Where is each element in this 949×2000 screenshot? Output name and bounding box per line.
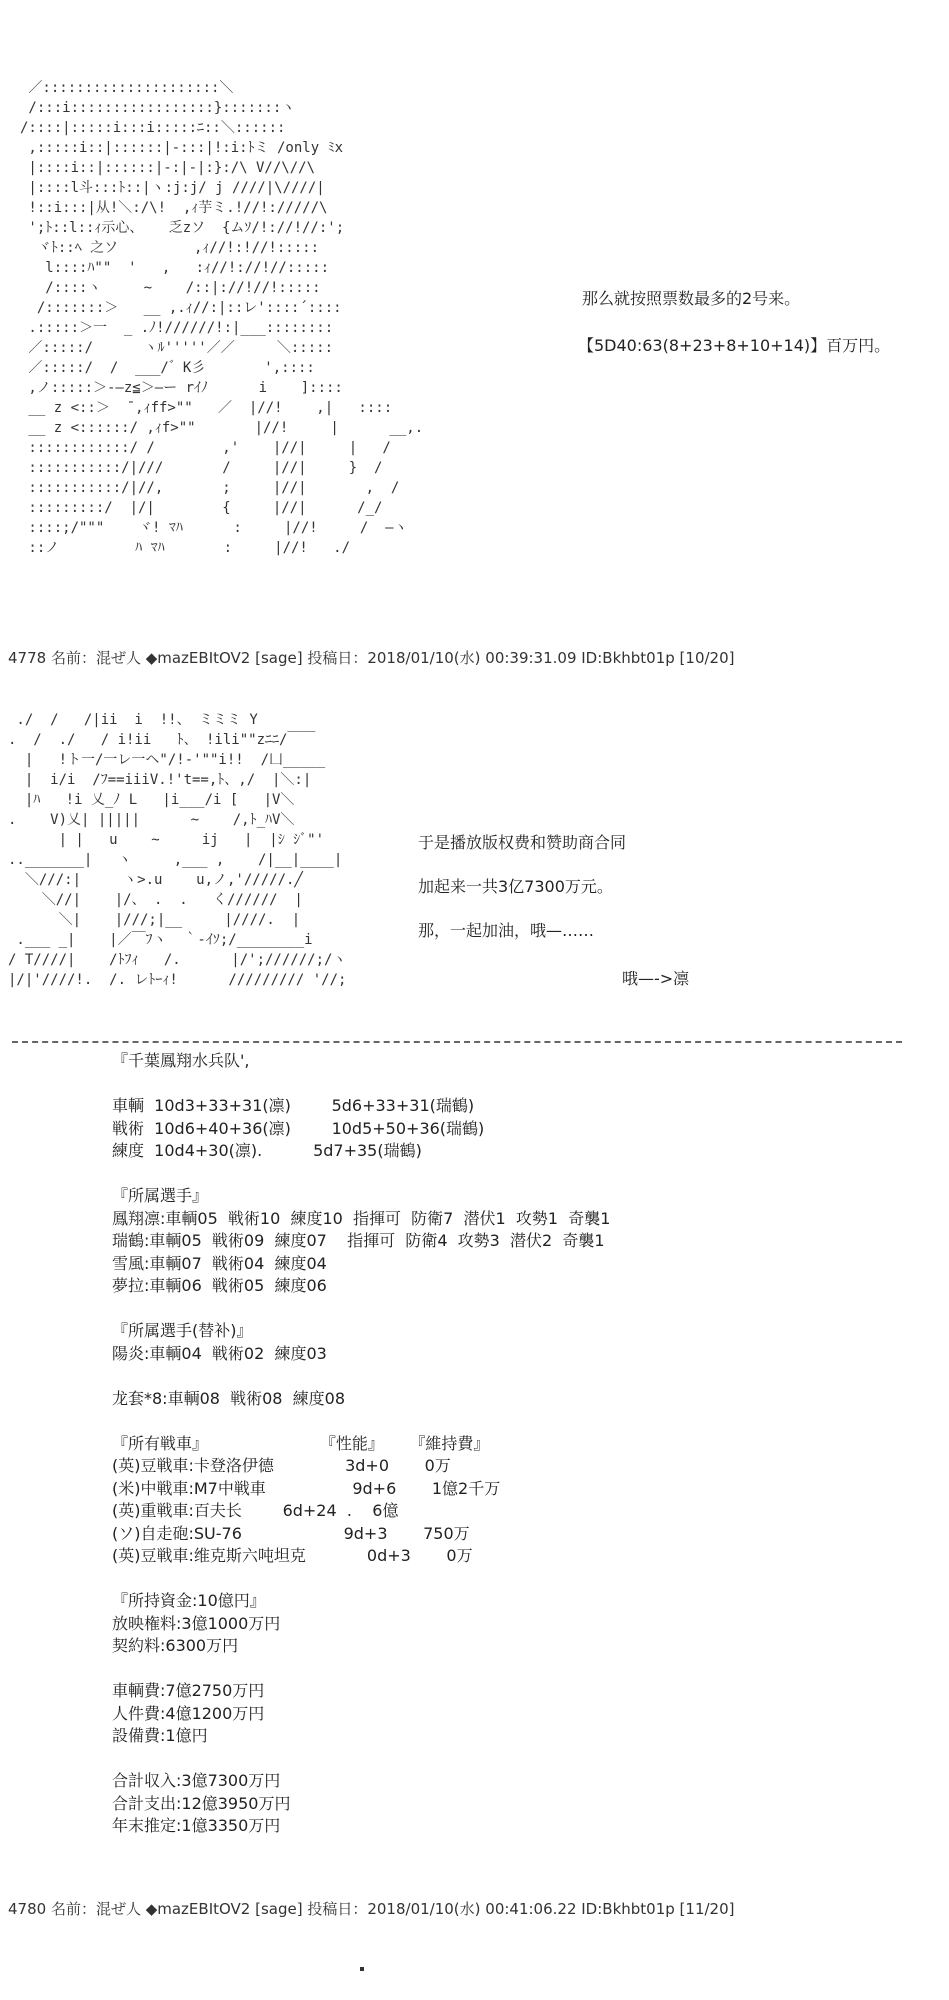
sheet-line: 車輌 10d3+33+31(凛) 5d6+33+31(瑞鶴) xyxy=(112,1096,475,1115)
dashed-divider xyxy=(12,1041,902,1043)
sheet-line: 鳳翔凛:車輌05 戦術10 練度10 指揮可 防衛7 潜伏1 攻勢1 奇襲1 xyxy=(112,1208,611,1228)
sheet-line: 夢拉:車輌06 戦術05 練度06 xyxy=(112,1276,327,1295)
sheet-line: 雪風:車輌07 戦術04 練度04 xyxy=(112,1253,327,1273)
sheet-line: 人件費:4億1200万円 xyxy=(112,1703,265,1723)
sheet-line: 合計収入:3億7300万円 xyxy=(112,1771,281,1790)
ascii-art-character-1: ／:::::::::::::::::::::＼ /:::i:::::::::::::::::}:::::::ヽ /::::|:::::i:::i:::::ﾆ::＼:::::: ,:::::i::|::::::|-:::|!:i:ﾄミ /only ﾐx |::::i::|::::::|-:|-|:}:/\ V//\//\ |::::l斗:::ﾄ::|ヽ:j:j/ j ////|\////| !::i:::|从!＼:/\! ,ｨ芋ミ.!//!://///\ ';ﾄ::l::ｨ示心、 乏zソ {ムｿ/!://!//:'; ヾﾄ::ﾍ 之ソ ,ｨ//!:!//!::::: l::::ﾊ"" ' , :ｨ//!://!//::::: /::::ヽ ~ /::|://!//!::::: /:::::::＞ __ ,.ｨ//:|::レ'::::´:::: .:::::＞一 _ .ﾉ!//////!:|___:::::::: ／:::::/ ヽﾙ'''''／／ ＼::::: ／:::::/ / ___/゛K彡 ',:::: ,ノ:::::＞-―z≦＞―ー rｲﾉ i ]:::: __ z <::＞ ̄ ,ｨff>"" ／ |//! ,| :::: __ z <::::::/ ,ｨf>"" |//! | __,. ::::::::::::/ / ,' |//| | / :::::::::::/|/// / |//| } / :::::::::::/|//, ; |//| , / :::::::::/ |/| { |//| /_/ ::::;/""" ヾ! ﾏﾊ : |//! / ―ヽ ::ノ ﾊ ﾏﾊ : |//! ./ xyxy=(20,80,424,556)
sheet-line xyxy=(112,1163,812,1186)
sheet-line xyxy=(112,1410,812,1433)
sheet-line: 瑞鶴:車輌05 戦術09 練度07 指揮可 防衛4 攻勢3 潜伏2 奇襲1 xyxy=(112,1231,605,1250)
sheet-line xyxy=(112,1748,812,1771)
dialogue-line-6: 哦—->凛 xyxy=(622,969,690,988)
post-header-4778: 4778 名前：混ぜ人 ◆mazEBItOV2 [sage] 投稿日：2018/01/10(水) 00:39:31.09 ID:Bkhbt01p [10/20] xyxy=(8,649,735,667)
team-status-sheet xyxy=(112,1050,812,1838)
sheet-line: 契約料:6300万円 xyxy=(112,1636,239,1655)
sheet-line: 『所有戦車』 『性能』 『維持費』 xyxy=(112,1433,490,1453)
sheet-line xyxy=(112,1568,812,1591)
sheet-line: 龙套*8:車輌08 戦術08 練度08 xyxy=(112,1388,345,1408)
sheet-line xyxy=(112,1073,812,1096)
sheet-line: 年末推定:1億3350万円 xyxy=(112,1816,281,1835)
sheet-line xyxy=(112,1658,812,1681)
dialogue-line-4: 加起来一共3亿7300万元。 xyxy=(418,877,613,896)
post-header-4780: 4780 名前：混ぜ人 ◆mazEBItOV2 [sage] 投稿日：2018/01/10(水) 00:41:06.22 ID:Bkhbt01p [11/20] xyxy=(8,1900,735,1918)
sheet-line xyxy=(112,1365,812,1388)
sheet-line: 放映権料:3億1000万円 xyxy=(112,1613,281,1633)
sheet-line: 『所属選手(替补)』 xyxy=(112,1321,253,1340)
dialogue-line-2: 【5D40:63(8+23+8+10+14)】百万円。 xyxy=(578,336,891,355)
sheet-line: 『所属選手』 xyxy=(112,1186,209,1205)
sheet-line: 戦術 10d6+40+36(凛) 10d5+50+36(瑞鶴) xyxy=(112,1118,485,1138)
sheet-line: (英)重戦車:百夫长 6d+24 . 6億 xyxy=(112,1501,399,1520)
sheet-line: (米)中戦車:M7中戦車 9d+6 1億2千万 xyxy=(112,1478,501,1498)
sheet-line: 『千葉鳳翔水兵队', xyxy=(112,1051,250,1070)
sheet-line: (英)豆戦車:卡登洛伊德 3d+0 0万 xyxy=(112,1456,451,1475)
sheet-line: 車輌費:7億2750万円 xyxy=(112,1681,265,1700)
dialogue-line-5: 那，一起加油，哦—…… xyxy=(418,921,595,940)
dialogue-line-3: 于是播放版权费和赞助商合同 xyxy=(418,833,627,852)
stray-dot xyxy=(360,1967,364,1971)
sheet-line xyxy=(112,1298,812,1321)
ascii-art-character-2: ./ / /|ii i !!、 ミミミ Y . / ./ / i!ii ﾄ、 !ili""zﾆﾆ/￣￣ | !ト一/一レ一ヘ"/!-'""i!! /凵_____ | i/i /ﾌ==iiiV.!'t==,ﾄ、,/ |＼:| |ﾊ !i 乂_ﾉ L |i___/i [ |V＼ . V)乂| ||||| ~ /,ﾄ_ﾊV＼ | | u ~ ij | |ｼ ｼﾞ"' .._______| ヽ ,___ , /|__|____| ＼///:| ヽ>.u u,ノ,'/////.╱ ＼//| |/、 . . く////// | ＼| |///;|__ |////. | .___ _| |／￣ﾌヽ ｀-ｲｿ;/________i / T////| /ﾄﾌｨ /. |/';//////;/ヽ |/|'////!. /. レﾄｰｨ! ///////// '//; xyxy=(8,712,347,988)
sheet-line: 『所持資金:10億円』 xyxy=(112,1591,266,1610)
sheet-line: (英)豆戦車:维克斯六吨坦克 0d+3 0万 xyxy=(112,1546,473,1565)
sheet-line: 練度 10d4+30(凛). 5d7+35(瑞鶴) xyxy=(112,1141,422,1160)
sheet-line: (ソ)自走砲:SU-76 9d+3 750万 xyxy=(112,1523,470,1543)
sheet-line: 陽炎:車輌04 戦術02 練度03 xyxy=(112,1343,327,1363)
sheet-line: 合計支出:12億3950万円 xyxy=(112,1793,291,1813)
dialogue-line-1: 那么就按照票数最多的2号来。 xyxy=(582,289,801,308)
sheet-line: 設備費:1億円 xyxy=(112,1726,208,1745)
